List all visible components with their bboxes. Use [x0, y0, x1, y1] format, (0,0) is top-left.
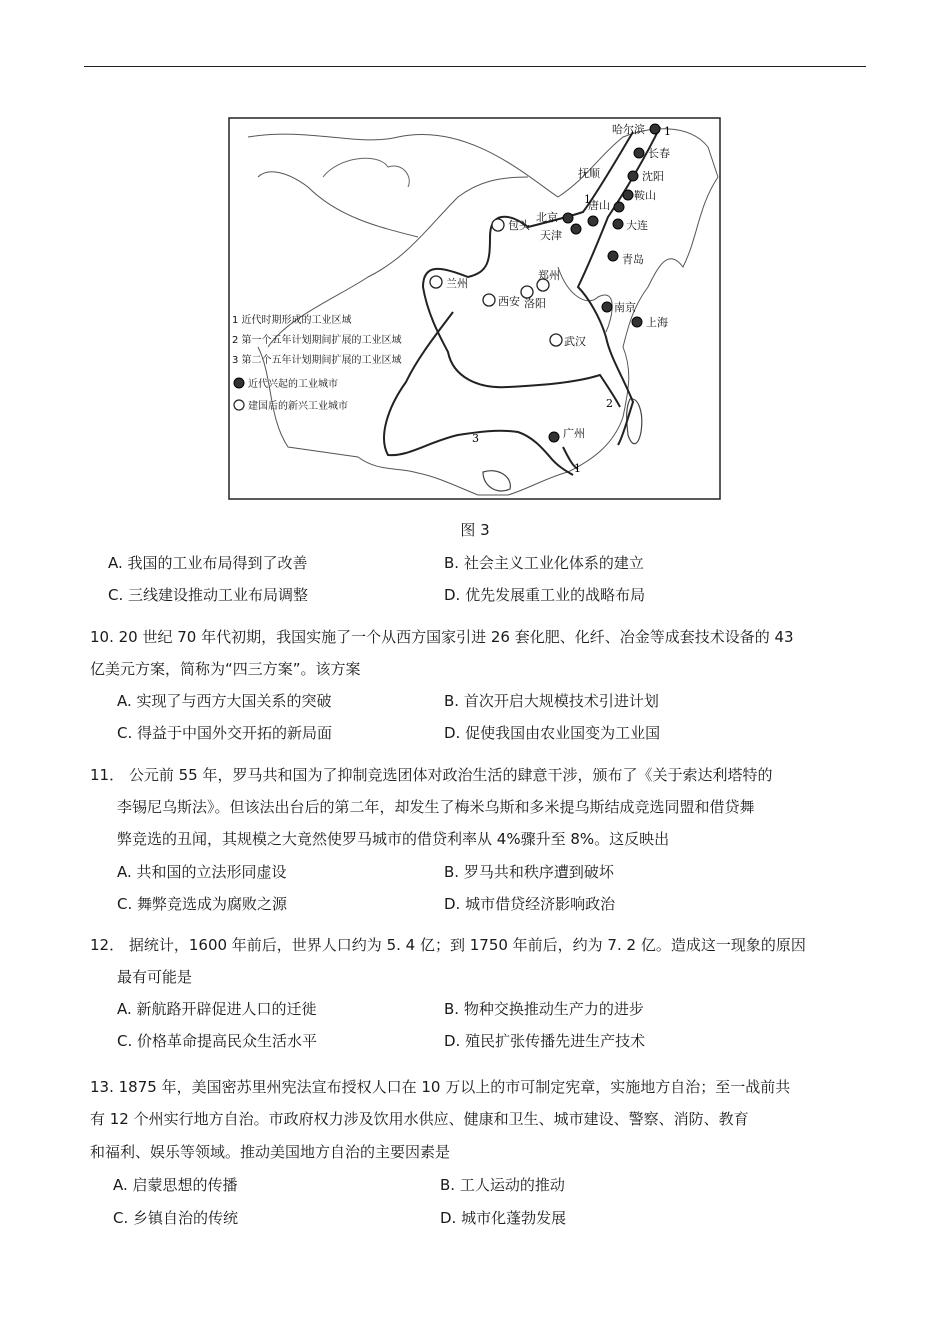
legend-zone-2: 2 第一个五年计划期间扩展的工业区域 [232, 335, 402, 346]
q12-option-a: A. 新航路开辟促进人口的迁徙 [117, 1000, 317, 1018]
q13-option-b: B. 工人运动的推动 [440, 1176, 565, 1194]
zone-number-3: 3 [472, 432, 479, 445]
legend-open-dot-icon [234, 400, 244, 410]
label-fushun: 抚顺 [578, 167, 600, 180]
q13-option-d: D. 城市化蓬勃发展 [440, 1209, 567, 1227]
city-dot-changchun [634, 148, 644, 158]
q9-option-a: A. 我国的工业布局得到了改善 [108, 554, 308, 572]
q11-stem-line-3: 弊竞选的丑闻，其规模之大竟然使罗马城市的借贷利率从 4%骤升至 8%。这反映出 [117, 830, 670, 848]
city-dot-shenyang [628, 171, 638, 181]
label-anshan: 鞍山 [634, 189, 656, 202]
city-dot-dalian [613, 219, 623, 229]
legend-filled-dot-icon [234, 378, 244, 388]
q10-stem-line-1: 10. 20 世纪 70 年代初期，我国实施了一个从西方国家引进 26 套化肥、化纤、冶金等成套技术设备的 43 [90, 628, 794, 646]
figure-caption: 图 3 [460, 521, 490, 539]
label-shanghai: 上海 [646, 316, 668, 329]
city-dot-tangshan [588, 216, 598, 226]
q10-option-a: A. 实现了与西方大国关系的突破 [117, 692, 332, 710]
label-nanjing: 南京 [614, 301, 636, 314]
q13-option-c: C. 乡镇自治的传统 [113, 1209, 239, 1227]
q12-option-c: C. 价格革命提高民众生活水平 [117, 1032, 318, 1050]
q13-option-a: A. 启蒙思想的传播 [113, 1176, 238, 1194]
label-tangshan: 唐山 [588, 199, 610, 212]
city-dot-wuhan [550, 334, 562, 346]
q9-option-c: C. 三线建设推动工业布局调整 [108, 586, 309, 604]
q11-option-b: B. 罗马共和秩序遭到破坏 [444, 863, 614, 881]
city-dot-guangzhou [549, 432, 559, 442]
q11-option-c: C. 舞弊竞选成为腐败之源 [117, 895, 288, 913]
q12-stem-line-1: 12． 据统计，1600 年前后，世界人口约为 5. 4 亿；到 1750 年前后，约为 7. 2 亿。造成这一现象的原因 [90, 936, 806, 954]
label-guangzhou: 广州 [563, 427, 585, 440]
q11-option-d: D. 城市借贷经济影响政治 [444, 895, 616, 913]
q9-option-b: B. 社会主义工业化体系的建立 [444, 554, 644, 572]
q11-option-a: A. 共和国的立法形同虚设 [117, 863, 287, 881]
legend-zone-1: 1 近代时期形成的工业区域 [232, 315, 352, 326]
industrial-layout-map [228, 117, 721, 500]
q12-option-d: D. 殖民扩张传播先进生产技术 [444, 1032, 646, 1050]
city-dot-beijing [563, 213, 573, 223]
city-dot-shanghai [632, 317, 642, 327]
city-dot-qingdao [608, 251, 618, 261]
q13-stem-line-2: 有 12 个州实行地方自治。市政府权力涉及饮用水供应、健康和卫生、城市建设、警察、消防、教育 [90, 1110, 749, 1128]
label-shenyang: 沈阳 [642, 170, 664, 183]
city-dot-nanjing [602, 302, 612, 312]
city-dot-anshan [623, 190, 633, 200]
city-dot-harbin [650, 124, 660, 134]
label-zhengzhou: 郑州 [538, 269, 560, 282]
q12-stem-line-2: 最有可能是 [117, 968, 193, 986]
label-qingdao: 青岛 [622, 253, 644, 266]
city-dot-baotou [492, 219, 504, 231]
legend-zone-3: 3 第二个五年计划期间扩展的工业区域 [232, 355, 402, 366]
city-dot-xian [483, 294, 495, 306]
label-lanzhou: 兰州 [446, 277, 468, 290]
legend-modern-city: 近代兴起的工业城市 [248, 379, 338, 390]
label-harbin: 哈尔滨 [612, 123, 645, 136]
city-dot-fushun [614, 202, 624, 212]
q10-option-d: D. 促使我国由农业国变为工业国 [444, 724, 661, 742]
zone-number-1-south: 1 [574, 462, 581, 475]
q13-stem-line-3: 和福利、娱乐等领域。推动美国地方自治的主要因素是 [90, 1143, 451, 1161]
label-xian: 西安 [498, 295, 520, 308]
city-dot-lanzhou [430, 276, 442, 288]
q13-stem-line-1: 13. 1875 年，美国密苏里州宪法宣布授权人口在 10 万以上的市可制定宪章，实施地方自治；至一战前共 [90, 1078, 791, 1096]
q10-stem-line-2: 亿美元方案，简称为“四三方案”。该方案 [90, 660, 361, 678]
header-rule [84, 66, 866, 67]
q11-stem-line-1: 11． 公元前 55 年，罗马共和国为了抑制竞选团体对政治生活的肆意干涉，颁布了《关于索达利塔特的 [90, 766, 773, 784]
label-beijing: 北京 [536, 211, 558, 224]
zone-number-2: 2 [606, 397, 613, 410]
label-changchun: 长春 [648, 147, 670, 160]
legend-new-city: 建国后的新兴工业城市 [248, 401, 348, 412]
q10-option-b: B. 首次开启大规模技术引进计划 [444, 692, 659, 710]
zone-number-1: 1 [584, 193, 591, 206]
label-dalian: 大连 [626, 219, 648, 232]
label-baotou: 包头 [508, 219, 530, 232]
q10-option-c: C. 得益于中国外交开拓的新局面 [117, 724, 333, 742]
label-wuhan: 武汉 [564, 335, 586, 348]
city-dot-tianjin [571, 224, 581, 234]
label-tianjin: 天津 [540, 229, 562, 242]
q11-stem-line-2: 李锡尼乌斯法》。但该法出台后的第二年，却发生了梅米乌斯和多米提乌斯结成竞选同盟和借贷舞 [117, 798, 755, 816]
q9-option-d: D. 优先发展重工业的战略布局 [444, 586, 646, 604]
label-luoyang: 洛阳 [524, 297, 546, 310]
q12-option-b: B. 物种交换推动生产力的进步 [444, 1000, 644, 1018]
zone-number-1-north: 1 [664, 125, 671, 138]
